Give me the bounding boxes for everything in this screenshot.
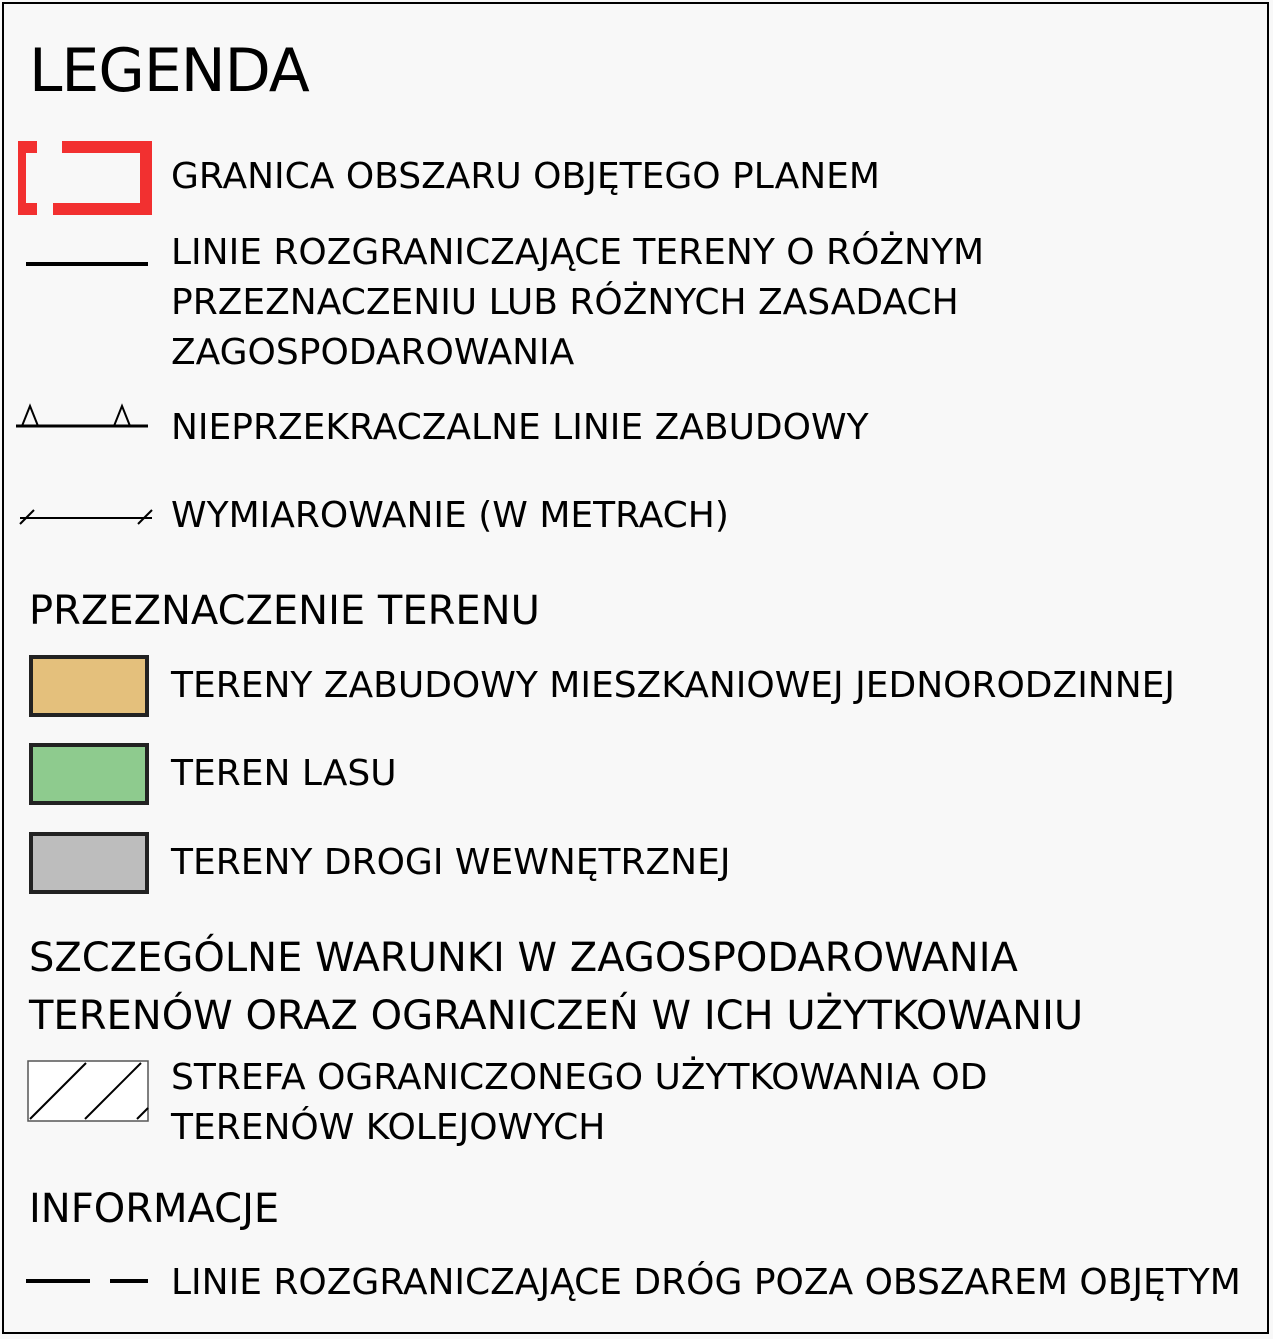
road-label: TERENY DROGI WEWNĘTRZNEJ [171, 842, 731, 883]
building-line-label: NIEPRZEKRACZALNE LINIE ZABUDOWY [171, 407, 869, 448]
dimension-label: WYMIAROWANIE (W METRACH) [171, 495, 729, 536]
divider-label-line-2: PRZEZNACZENIU LUB RÓŻNYCH ZASADACH [171, 282, 959, 323]
residential-label: TERENY ZABUDOWY MIESZKANIOWEJ JEDNORODZINNEJ [171, 665, 1176, 706]
divider-label-line-3: ZAGOSPODAROWANIA [171, 332, 575, 373]
divider-label-line-1: LINIE ROZGRANICZAJĄCE TERENY O RÓŻNYM [171, 232, 985, 273]
dashed-line-icon [24, 1276, 150, 1286]
zone-label-line-2: TERENÓW KOLEJOWYCH [171, 1107, 606, 1148]
forest-swatch [29, 743, 149, 805]
legend-title: LEGENDA [29, 36, 309, 106]
boundary-label: GRANICA OBSZARU OBJĘTEGO PLANEM [171, 156, 880, 197]
zone-label-line-1: STREFA OGRANICZONEGO UŻYTKOWANIA OD [171, 1057, 988, 1098]
solid-line-icon [24, 259, 150, 269]
legend-panel [2, 2, 1269, 1334]
dimension-line-icon [18, 504, 154, 530]
triangle-line-icon [14, 401, 150, 431]
roads-label: LINIE ROZGRANICZAJĄCE DRÓG POZA OBSZAREM OBJĘTYM [171, 1262, 1241, 1303]
information-heading: INFORMACJE [29, 1186, 280, 1232]
conditions-heading-line-2: TERENÓW ORAZ OGRANICZEŃ W ICH UŻYTKOWANIU [29, 993, 1084, 1039]
red-boundary-icon [18, 138, 156, 218]
road-swatch [29, 832, 149, 894]
residential-swatch [29, 655, 149, 717]
conditions-heading-line-1: SZCZEGÓLNE WARUNKI W ZAGOSPODAROWANIA [29, 935, 1018, 981]
forest-label: TEREN LASU [171, 753, 397, 794]
hatched-zone-icon [27, 1060, 149, 1122]
land-use-heading: PRZEZNACZENIE TERENU [29, 588, 540, 634]
